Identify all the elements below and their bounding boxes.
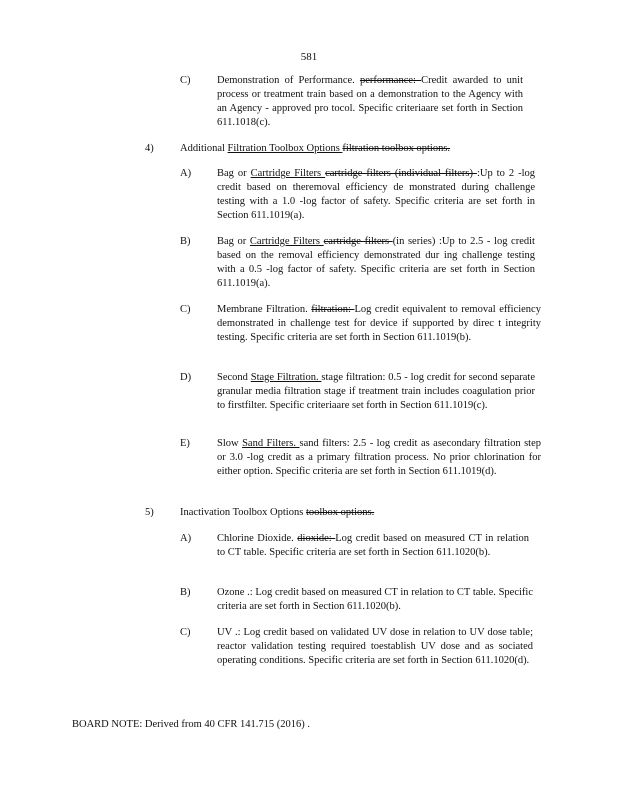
item-label: B) [180,236,191,247]
item-label: B) [180,587,191,598]
section-label: 4) [145,143,154,154]
item-label: D) [180,372,192,383]
item-label: C) [180,304,191,315]
section-title: Additional Filtration Toolbox Options filtration toolbox options. [180,143,451,154]
item-text: Chlorine Dioxide. dioxide: Log credit based on measured CT in relation to CT table. Specific criteria are set forth in Section 611.1020(b). [217,533,530,558]
item-label: E) [180,438,190,449]
board-note: BOARD NOTE: Derived from 40 CFR 141.715 (2016) . [72,719,310,730]
section-label: 5) [145,507,154,518]
item-text: Second Stage Filtration. stage filtration: 0.5 - log credit for second separate granular media filtration stage if treatment train includes coagulation prior to firstfilter. Specific criteriaare set forth in Section 611.1019(c). [217,372,535,411]
item-text: Bag or Cartridge Filters cartridge filters (in series) :Up to 2.5 - log credit based on the removal efficiency demonstrated dur ing challenge testing with a 0.5 -log factor of safety. Specific criteria are set forth in Section 611.1019(a). [217,236,535,289]
item-text: Bag or Cartridge Filters cartridge filters (individual filters) :Up to 2 -log credit based on theremoval efficiency de monstrated during challenge testing with a 1.0 -log factor of safety. Specific criteria are set forth in Section 611.1019(a). [217,168,535,221]
item-label: A) [180,533,192,544]
item-text: Slow Sand Filters. sand filters: 2.5 - log credit as asecondary filtration step or 3.0 -log credit as a primary filtration process. No prior chlorination for either option. Specific criteria are set forth in Section 611.1019(d). [217,438,541,477]
item-text: Membrane Filtration. filtration: Log credit equivalent to removal efficiency demonstrated in challenge test for device if supported by direc t integrity testing. Specific criteria are set forth in Section 611.1019(b). [217,304,541,343]
item-text: Ozone .: Log credit based on measured CT in relation to CT table. Specific criteria are set forth in Section 611.1020(b). [217,587,533,612]
item-text: UV .: Log credit based on validated UV dose in relation to UV dose table; reactor validation testing required toestablish UV dose and as sociated operating conditions. Specific criteria are set forth in Section 611.1020(d). [217,627,533,666]
item-label: C) [180,627,191,638]
page-number: 581 [300,51,318,63]
section-title: Inactivation Toolbox Options toolbox options. [180,507,375,518]
item-label: A) [180,168,192,179]
item-text: Demonstration of Performance. performance: Credit awarded to unit process or treatment train based on a demonstration to the Agency with an Agency - approved pro tocol. Specific criteriaare set forth in Section 611.1018(c). [217,75,524,128]
item-label: C) [180,75,191,86]
